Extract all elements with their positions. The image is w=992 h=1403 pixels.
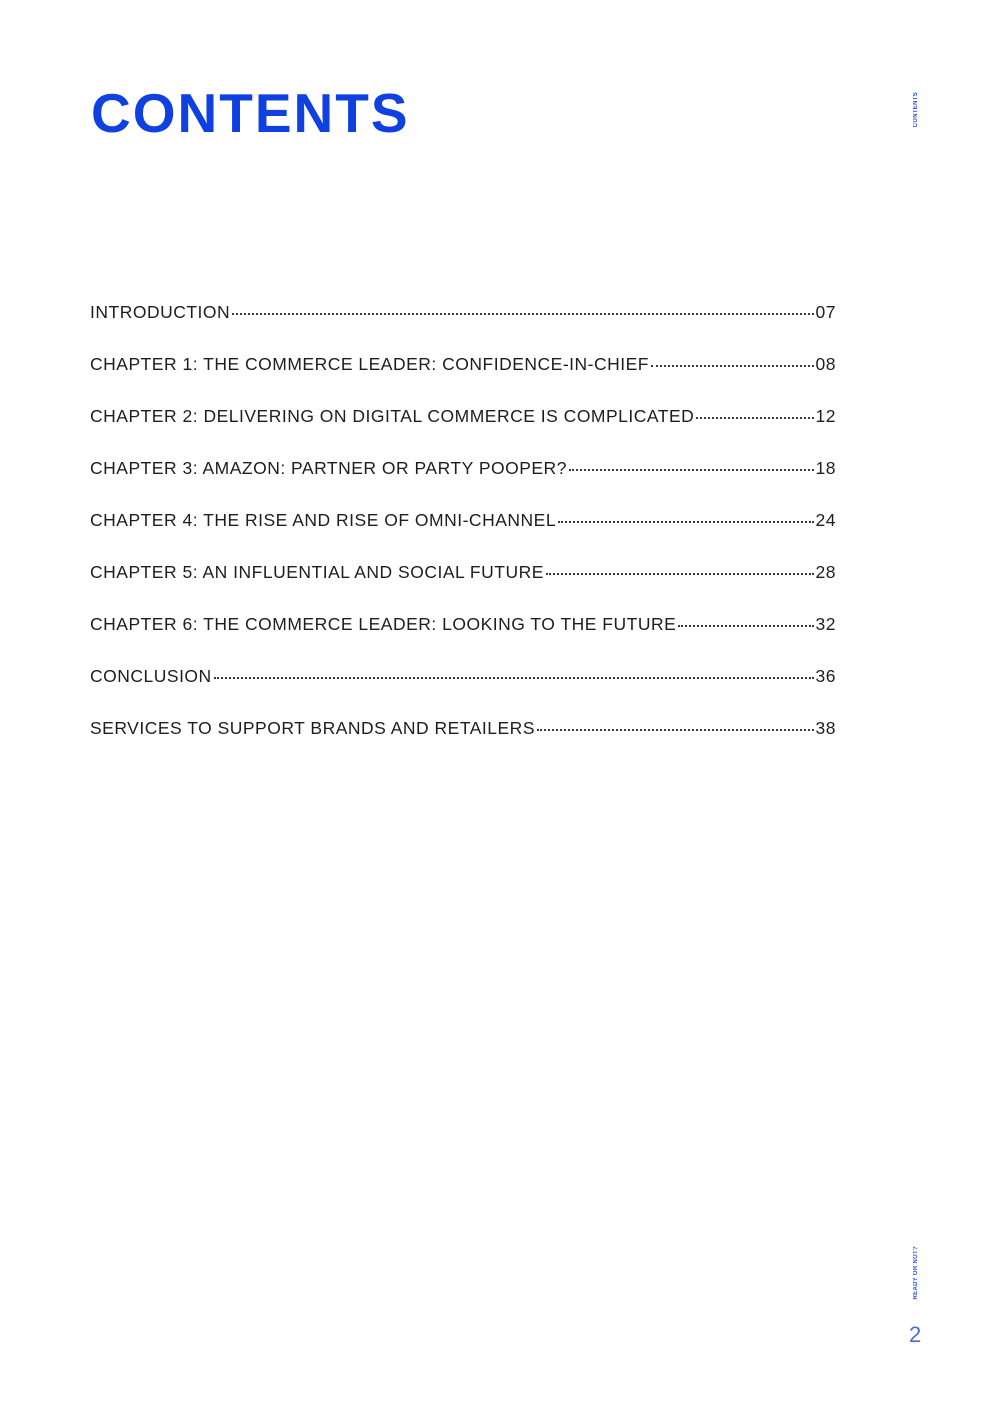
toc-entry-label: CONCLUSION	[90, 666, 212, 686]
table-of-contents	[90, 298, 836, 766]
toc-entry-chapter-4[interactable]	[90, 506, 836, 558]
toc-entry-chapter-1[interactable]	[90, 350, 836, 402]
toc-entry-label: CHAPTER 1: THE COMMERCE LEADER: CONFIDENCE-IN-CHIEF	[90, 354, 649, 374]
dot-leader	[232, 299, 813, 315]
toc-entry-conclusion[interactable]	[90, 662, 836, 714]
toc-entry-page: 28	[815, 562, 836, 582]
dot-leader	[696, 403, 813, 419]
dot-leader	[569, 455, 814, 471]
toc-entry-label: INTRODUCTION	[90, 302, 231, 322]
toc-entry-chapter-3[interactable]	[90, 454, 836, 506]
toc-entry-label: CHAPTER 2: DELIVERING ON DIGITAL COMMERCE IS COMPLICATED	[90, 406, 695, 426]
toc-entry-chapter-5[interactable]	[90, 558, 836, 610]
dot-leader	[651, 351, 814, 367]
toc-entry-chapter-6[interactable]	[90, 610, 836, 662]
toc-entry-page: 36	[815, 666, 836, 686]
toc-entry-services[interactable]	[90, 714, 836, 766]
toc-entry-label: CHAPTER 3: AMAZON: PARTNER OR PARTY POOPER?	[90, 458, 567, 478]
publication-side-label: READY OR NOT?	[913, 1246, 919, 1300]
toc-entry-label: CHAPTER 6: THE COMMERCE LEADER: LOOKING TO THE FUTURE	[90, 614, 677, 634]
toc-entry-page: 32	[815, 614, 836, 634]
toc-entry-label: CHAPTER 5: AN INFLUENTIAL AND SOCIAL FUTURE	[90, 562, 544, 582]
toc-entry-page: 38	[815, 718, 836, 738]
toc-entry-page: 08	[815, 354, 836, 374]
section-side-label: CONTENTS	[913, 92, 919, 128]
toc-entry-page: 18	[815, 458, 836, 478]
page-number: 2	[909, 1322, 922, 1347]
toc-entry-page: 12	[815, 406, 836, 426]
dot-leader	[558, 507, 813, 523]
toc-entry-label: SERVICES TO SUPPORT BRANDS AND RETAILERS	[90, 718, 535, 738]
page-title: CONTENTS	[91, 82, 410, 144]
dot-leader	[214, 663, 814, 679]
toc-entry-page: 07	[815, 302, 836, 322]
toc-entry-label: CHAPTER 4: THE RISE AND RISE OF OMNI-CHANNEL	[90, 510, 557, 530]
toc-entry-chapter-2[interactable]	[90, 402, 836, 454]
dot-leader	[678, 611, 813, 627]
dot-leader	[546, 559, 814, 575]
dot-leader	[537, 715, 814, 731]
toc-entry-introduction[interactable]	[90, 298, 836, 350]
toc-entry-page: 24	[815, 510, 836, 530]
